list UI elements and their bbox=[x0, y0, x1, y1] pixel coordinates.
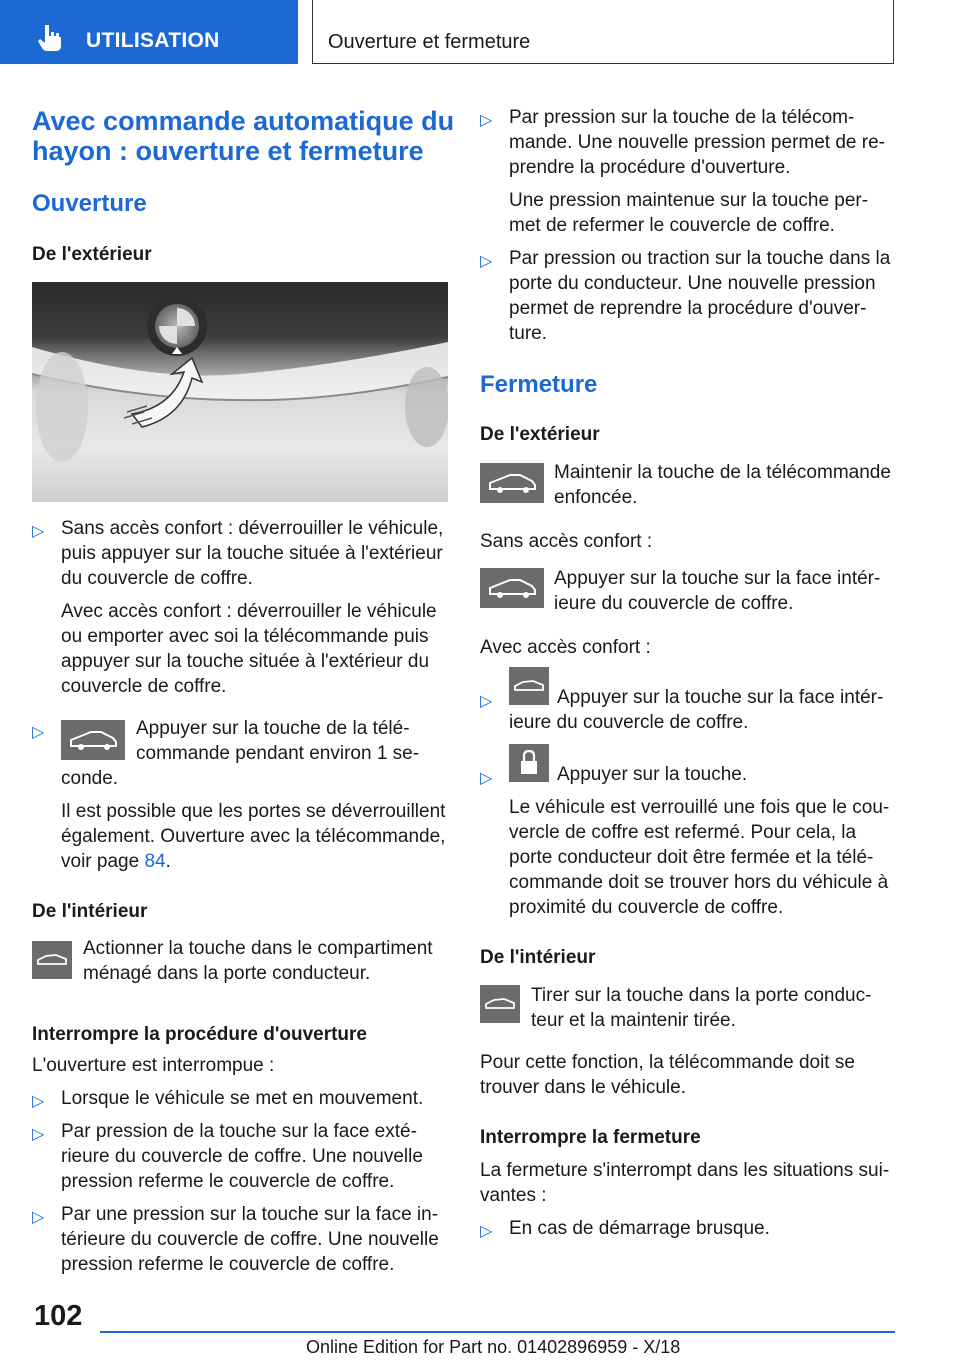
page-title-line-2: hayon : ouverture et fermeture bbox=[32, 136, 424, 166]
chapter-tab bbox=[0, 0, 298, 64]
text-fragment: voir page bbox=[61, 851, 145, 872]
text-line: Avec accès confort : déverrouiller le véhicule bbox=[61, 601, 437, 622]
page-link-84[interactable]: 84 bbox=[144, 851, 166, 872]
text-line: commande pendant environ 1 se- bbox=[136, 743, 420, 764]
trunk-button-photo bbox=[32, 282, 448, 502]
text-line: enfoncée. bbox=[554, 487, 638, 508]
car-trunk-icon bbox=[61, 720, 125, 760]
text-line: pression referme le couvercle de coffre. bbox=[61, 1171, 395, 1192]
text-line: prendre la procédure d'ouverture. bbox=[509, 157, 791, 178]
text-line: Sans accès confort : bbox=[480, 531, 653, 552]
text-line: Avec accès confort : bbox=[480, 637, 651, 658]
page-title-line-1: Avec commande automatique du bbox=[32, 106, 455, 136]
text-line: commande doit se trouver hors du véhicule à bbox=[509, 872, 889, 893]
text-line: Par pression de la touche sur la face exté- bbox=[61, 1121, 417, 1142]
text-line: Appuyer sur la touche sur la face intér- bbox=[557, 687, 884, 708]
text-fragment: . bbox=[165, 851, 171, 872]
text-line: Maintenir la touche de la télécommande bbox=[554, 462, 891, 483]
bullet-marker: ▷ bbox=[480, 1223, 493, 1240]
text-line: ieure du couvercle de coffre. bbox=[554, 593, 794, 614]
text-line: L'ouverture est interrompue : bbox=[32, 1055, 275, 1076]
text-line: Appuyer sur la touche sur la face intér- bbox=[554, 568, 881, 589]
bullet-marker: ▷ bbox=[32, 724, 45, 741]
bullet-marker: ▷ bbox=[480, 693, 493, 710]
text-line: permet de reprendre la procédure d'ouver- bbox=[509, 298, 867, 319]
text-line: mande. Une nouvelle pression permet de re- bbox=[509, 132, 885, 153]
car-trunk-icon bbox=[509, 667, 549, 705]
text-line: rieure du couvercle de coffre. Une nouvelle bbox=[61, 1146, 423, 1167]
text-line: Appuyer sur la touche. bbox=[557, 764, 748, 785]
text-line: trouver dans le véhicule. bbox=[480, 1077, 686, 1098]
text-line: porte du conducteur. Une nouvelle pression bbox=[509, 273, 876, 294]
lock-icon bbox=[509, 744, 549, 782]
text-line: Tirer sur la touche dans la porte conduc- bbox=[531, 985, 872, 1006]
subheading-interior: De l'intérieur bbox=[480, 947, 596, 968]
text-line: Le véhicule est verrouillé une fois que le cou- bbox=[509, 797, 890, 818]
subheading-interior: De l'intérieur bbox=[32, 901, 148, 922]
text-line: conde. bbox=[61, 768, 119, 789]
bullet-marker: ▷ bbox=[480, 112, 493, 129]
text-line: porte conducteur doit être fermée et la télé- bbox=[509, 847, 874, 868]
car-trunk-icon bbox=[480, 985, 520, 1023]
subheading-interrupt-closing: Interrompre la fermeture bbox=[480, 1127, 701, 1148]
subheading-exterior: De l'extérieur bbox=[32, 244, 152, 265]
text-line: ture. bbox=[509, 323, 548, 344]
text-line: puis appuyer sur la touche située à l'extérieur bbox=[61, 543, 443, 564]
text-line: proximité du couvercle de coffre. bbox=[509, 897, 784, 918]
text-line: Appuyer sur la touche de la télé- bbox=[136, 718, 410, 739]
text-line: Une pression maintenue sur la touche per- bbox=[509, 190, 869, 211]
footer-edition: Online Edition for Part no. 01402896959 - X/18 bbox=[306, 1337, 681, 1357]
text-line: teur et la maintenir tirée. bbox=[531, 1010, 736, 1031]
text-line: couvercle de coffre. bbox=[61, 676, 227, 697]
car-trunk-icon bbox=[32, 941, 72, 979]
text-line: appuyer sur la touche située à l'extérieur du bbox=[61, 651, 430, 672]
text-line: ou emporter avec soi la télécommande puis bbox=[61, 626, 429, 647]
text-line: ménagé dans la porte conducteur. bbox=[83, 963, 371, 984]
hand-pointer-icon bbox=[36, 22, 66, 52]
bullet-marker: ▷ bbox=[32, 1126, 45, 1143]
heading-ouverture: Ouverture bbox=[32, 190, 147, 217]
text-line: La fermeture s'interrompt dans les situations sui- bbox=[480, 1160, 890, 1181]
text-line: Par pression sur la touche de la télécom- bbox=[509, 107, 855, 128]
heading-fermeture: Fermeture bbox=[480, 371, 598, 398]
text-line: térieure du couvercle de coffre. Une nouvelle bbox=[61, 1229, 439, 1250]
text-line: Sans accès confort : déverrouiller le véhicule, bbox=[61, 518, 444, 539]
bullet-marker: ▷ bbox=[32, 1093, 45, 1110]
bullet-marker: ▷ bbox=[480, 253, 493, 270]
text-line: Actionner la touche dans le compartiment bbox=[83, 938, 433, 959]
subheading-interrupt-opening: Interrompre la procédure d'ouverture bbox=[32, 1024, 367, 1045]
text-line: Il est possible que les portes se déverrouillent bbox=[61, 801, 446, 822]
chapter-label: UTILISATION bbox=[86, 29, 220, 52]
subheading-exterior: De l'extérieur bbox=[480, 424, 600, 445]
text-line: En cas de démarrage brusque. bbox=[509, 1218, 770, 1239]
section-header bbox=[312, 0, 894, 64]
text-line: également. Ouverture avec la télécommande, bbox=[61, 826, 446, 847]
car-trunk-icon bbox=[480, 463, 544, 503]
section-title: Ouverture et fermeture bbox=[328, 31, 531, 53]
text-line: Par une pression sur la touche sur la face in- bbox=[61, 1204, 439, 1225]
bullet-marker: ▷ bbox=[480, 770, 493, 787]
text-line bbox=[61, 849, 171, 874]
text-line: met de refermer le couvercle de coffre. bbox=[509, 215, 835, 236]
text-line: du couvercle de coffre. bbox=[61, 568, 253, 589]
footer-divider bbox=[100, 1331, 895, 1333]
text-line: vercle de coffre est refermé. Pour cela, la bbox=[509, 822, 857, 843]
text-line: ieure du couvercle de coffre. bbox=[509, 712, 749, 733]
page-number: 102 bbox=[34, 1300, 83, 1332]
text-line: Par pression ou traction sur la touche dans la bbox=[509, 248, 891, 269]
text-line: pression referme le couvercle de coffre. bbox=[61, 1254, 395, 1275]
bullet-marker: ▷ bbox=[32, 523, 45, 540]
car-trunk-icon bbox=[480, 568, 544, 608]
text-line: Lorsque le véhicule se met en mouvement. bbox=[61, 1088, 424, 1109]
bullet-marker: ▷ bbox=[32, 1209, 45, 1226]
text-line: Pour cette fonction, la télécommande doit se bbox=[480, 1052, 855, 1073]
text-line: vantes : bbox=[480, 1185, 547, 1206]
